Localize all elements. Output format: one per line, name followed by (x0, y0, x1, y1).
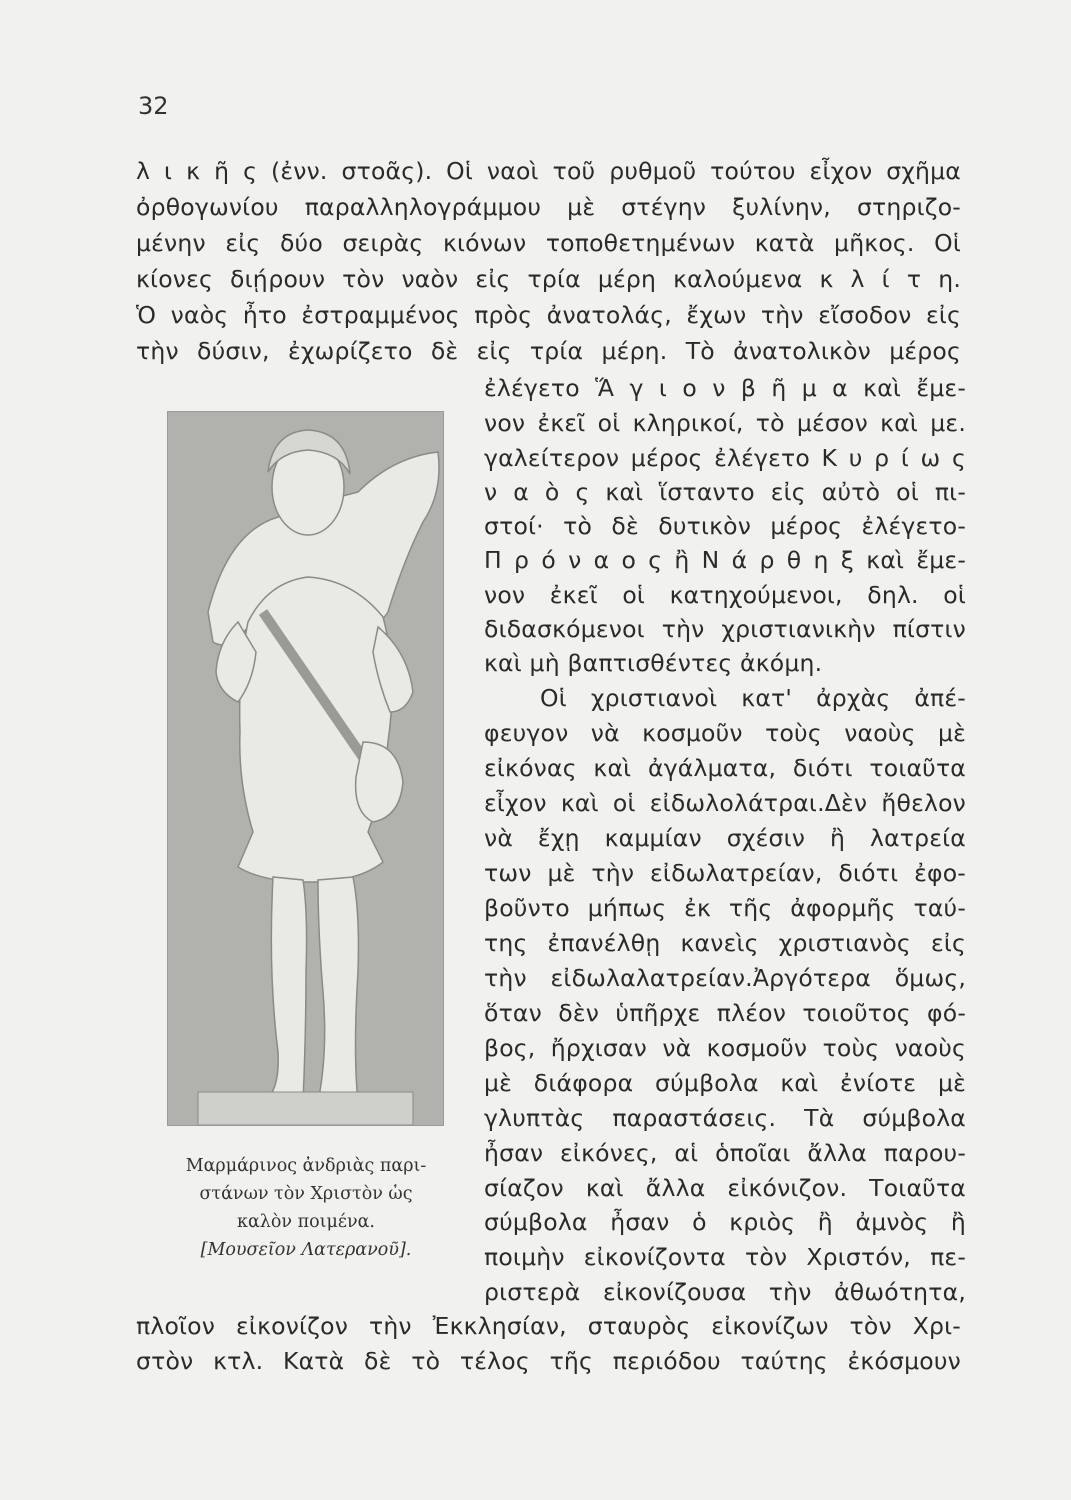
text-line: ν α ὸ ς καὶ ἵσταντο εἰς αὐτὸ οἱ πι- (484, 478, 966, 506)
figure-caption-source: [Μουσεῖον Λατερανοῦ]. (200, 1240, 412, 1260)
text-line: εἰκόνας καὶ ἀγάλματα, διότι τοιαῦτα (484, 754, 966, 782)
text-line: Ὁ ναὸς ἦτο ἐστραμμένος πρὸς ἀνατολάς, ἔχων τὴν εἴσοδον εἰς (136, 301, 961, 329)
text-line: γλυπτὰς παραστάσεις. Τὰ σύμβολα (484, 1104, 966, 1132)
text-line: ἦσαν εἰκόνες, αἱ ὁποῖαι ἄλλα παρου- (484, 1139, 966, 1167)
figure-caption-line: Μαρμάρινος ἀνδριὰς παρι- (185, 1156, 427, 1176)
text-line: γαλείτερον μέρος ἐλέγετο Κ υ ρ ί ω ς (484, 444, 966, 472)
text-line: της ἐπανέλθῃ κανεὶς χριστιανὸς εἰς (484, 929, 966, 957)
text-line: ριστερὰ εἰκονίζουσα τὴν ἀθωότητα, (484, 1278, 966, 1306)
text-line: βος, ἤρχισαν νὰ κοσμοῦν τοὺς ναοὺς (484, 1034, 966, 1062)
text-line: τὴν εἰδωλαλατρείαν.Ἀργότερα ὅμως, (484, 964, 966, 992)
page-number: 32 (138, 92, 169, 120)
text-line: ὅταν δὲν ὑπῆρχε πλέον τοιοῦτος φό- (484, 999, 966, 1027)
text-line: στὸν κτλ. Κατὰ δὲ τὸ τέλος τῆς περιόδου ταύτης ἐκόσμουν (136, 1347, 961, 1375)
text-line: ποιμὴν εἰκονίζοντα τὸν Χριστόν, πε- (484, 1243, 966, 1271)
text-line: νὰ ἔχῃ καμμίαν σχέσιν ἢ λατρεία (484, 824, 966, 852)
text-line: ὀρθογωνίου παραλληλογράμμου μὲ στέγην ξυλίνην, στηριζο- (136, 193, 961, 221)
figure-caption-line: στάνων τὸν Χριστὸν ὡς (199, 1184, 413, 1204)
text-line: πλοῖον εἰκονίζον τὴν Ἐκκλησίαν, σταυρὸς εἰκονίζων τὸν Χρι- (136, 1312, 961, 1340)
text-line: μὲ διάφορα σύμβολα καὶ ἐνίοτε μὲ (484, 1069, 966, 1097)
text-line: κίονες διῄρουν τὸν ναὸν εἰς τρία μέρη καλούμενα κ λ ί τ η. (136, 265, 961, 293)
text-line: διδασκόμενοι τὴν χριστιανικὴν πίστιν (484, 615, 966, 643)
text-line: νον ἐκεῖ οἱ κατηχούμενοι, δηλ. οἱ (484, 581, 966, 609)
text-line: βοῦντο μήπως ἐκ τῆς ἀφορμῆς ταύ- (484, 894, 966, 922)
text-line: λ ι κ ῆ ς (ἐνν. στοᾶς). Οἱ ναοὶ τοῦ ρυθμοῦ τούτου εἶχον σχῆμα (136, 157, 961, 185)
text-line: εἶχον καὶ οἱ εἰδωλολάτραι.Δὲν ἤθελον (484, 789, 966, 817)
text-line: στοί· τὸ δὲ δυτικὸν μέρος ἐλέγετο- (484, 512, 966, 540)
text-line: καὶ μὴ βαπτισθέντες ἀκόμη. (484, 649, 823, 677)
text-line: Οἱ χριστιανοὶ κατ' ἀρχὰς ἀπέ- (540, 684, 966, 712)
text-line: μένην εἰς δύο σειρὰς κιόνων τοποθετημένων κατὰ μῆκος. Οἱ (136, 229, 961, 257)
good-shepherd-statue-image (167, 411, 444, 1126)
text-line: σύμβολα ἦσαν ὁ κριὸς ἢ ἀμνὸς ἢ (484, 1208, 966, 1236)
text-line: Π ρ ό ν α ο ς ἢ Ν ά ρ θ η ξ καὶ ἔμε- (484, 546, 966, 574)
text-line: ἐλέγετο Ἅ γ ι ο ν β ῆ μ α καὶ ἔμε- (484, 374, 966, 402)
text-line: των μὲ τὴν εἰδωλατρείαν, διότι ἐφο- (484, 859, 966, 887)
text-line: νον ἐκεῖ οἱ κληρικοί, τὸ μέσον καὶ με. (484, 409, 966, 437)
text-line: φευγον νὰ κοσμοῦν τοὺς ναοὺς μὲ (484, 719, 966, 747)
text-line: τὴν δύσιν, ἐχωρίζετο δὲ εἰς τρία μέρη. Τὸ ἀνατολικὸν μέρος (136, 337, 961, 365)
text-line: σίαζον καὶ ἄλλα εἰκόνιζον. Τοιαῦτα (484, 1174, 966, 1202)
figure-caption-line: καλὸν ποιμένα. (237, 1212, 375, 1232)
